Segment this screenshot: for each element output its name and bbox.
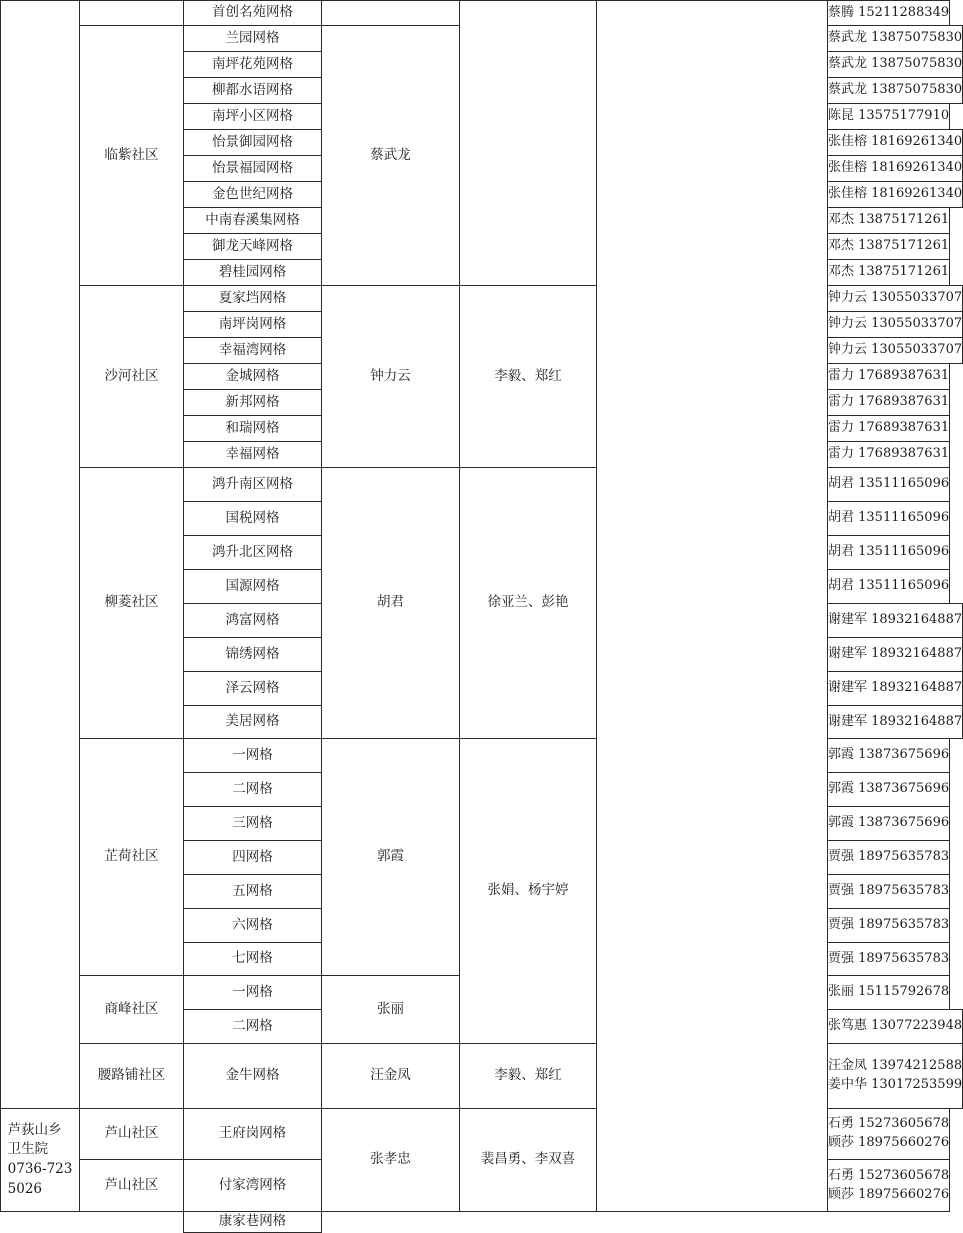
contact-cell-text: 胡君 13511165096 (828, 476, 950, 492)
contact-cell (827, 806, 950, 841)
grid-name-cell-text: 国源网格 (225, 577, 280, 594)
contact-cell-text: 张佳榕 18169261340 (828, 160, 963, 176)
grid-name-cell-text: 鸿富网格 (225, 611, 280, 628)
community-cell-text: 芦山社区 (104, 1125, 159, 1142)
contact-cell (827, 637, 963, 672)
grid-name-cell-text: 御龙天峰网格 (212, 237, 293, 254)
contact-cell-text: 谢建军 18932164887 (828, 612, 963, 628)
contact-cell (827, 1108, 950, 1160)
contact-cell-text: 贾强 18975635783 (828, 950, 950, 966)
grid-name-cell (183, 363, 322, 390)
grid-name-cell-text: 幸福湾网格 (218, 341, 287, 358)
doctor-cell-text: 李毅、郑红 (494, 367, 562, 384)
contact-cell-text: 汪金凤 13974212588 (828, 1058, 963, 1074)
contact-cell-text: 雷力 17689387631 (828, 420, 950, 436)
grid-name-cell (183, 569, 322, 604)
grid-name-cell-text: 新邦网格 (225, 393, 280, 410)
contact-cell (827, 942, 950, 976)
grid-name-cell-text: 一网格 (232, 746, 273, 763)
community-cell-text: 商峰社区 (104, 1000, 159, 1017)
contact-cell (827, 671, 963, 706)
contact-cell (827, 25, 963, 52)
grid-name-cell (183, 1108, 322, 1160)
grid-name-cell (183, 738, 322, 773)
grid-name-cell (183, 311, 322, 338)
community-cell-text: 临紫社区 (104, 146, 159, 163)
grid-name-cell (183, 535, 322, 570)
contact-cell (827, 77, 963, 104)
leader-cell-text: 张丽 (377, 1000, 404, 1017)
leader-cell-empty (321, 0, 460, 26)
grid-name-cell-text: 王府岗网格 (218, 1125, 287, 1142)
grid-name-cell-text: 金色世纪网格 (212, 185, 293, 202)
community-cell-text: 腰路铺社区 (97, 1067, 166, 1084)
contact-cell (827, 415, 950, 442)
contact-cell-text: 石勇 15273605678 (828, 1167, 950, 1183)
contact-cell (827, 772, 950, 807)
contact-cell-text: 姜中华 13017253599 (828, 1077, 963, 1092)
grid-name-cell-text: 怡景御园网格 (212, 133, 293, 150)
contact-cell-text: 胡君 13511165096 (828, 544, 950, 560)
grid-name-cell (183, 1043, 322, 1109)
grid-name-cell (183, 501, 322, 536)
grid-name-cell-text: 南坪岗网格 (218, 315, 287, 332)
grid-name-cell-text: 康家巷网格 (218, 1213, 287, 1229)
contact-cell (827, 840, 950, 875)
contact-cell-text: 蔡腾 15211288349 (828, 4, 950, 20)
contact-cell (827, 467, 950, 502)
contact-cell (827, 1009, 963, 1044)
grid-name-cell-text: 南坪花苑网格 (212, 55, 293, 72)
contact-cell-text: 雷力 17689387631 (828, 446, 950, 462)
community-cell (79, 975, 184, 1044)
grid-name-cell (183, 637, 322, 672)
grid-name-cell (183, 103, 322, 130)
community-cell-text: 柳菱社区 (104, 594, 159, 611)
contact-cell-text: 谢建军 18932164887 (828, 713, 963, 729)
leader-cell (321, 738, 460, 976)
leader-cell (321, 25, 460, 286)
community-cell (79, 1108, 184, 1160)
grid-name-cell (183, 155, 322, 182)
grid-name-cell (183, 25, 322, 52)
grid-name-cell (183, 51, 322, 78)
grid-name-cell-text: 兰园网格 (225, 29, 280, 46)
grid-name-cell (183, 603, 322, 638)
grid-name-cell-text: 五网格 (232, 882, 273, 899)
grid-name-cell-text: 泽云网格 (225, 679, 280, 696)
community-cell (79, 285, 184, 468)
grid-name-cell-text: 锦绣网格 (225, 645, 280, 662)
grid-name-cell (183, 129, 322, 156)
contact-cell (827, 363, 950, 390)
grid-name-cell (183, 441, 322, 468)
contact-cell-text: 贾强 18975635783 (828, 849, 950, 865)
grid-name-cell (183, 671, 322, 706)
grid-name-cell (183, 806, 322, 841)
contact-cell (827, 1159, 950, 1212)
contact-cell-text: 石勇 15273605678 (828, 1116, 950, 1132)
grid-name-cell (183, 181, 322, 208)
community-cell (79, 1043, 184, 1109)
grid-name-cell-text: 付家湾网格 (218, 1176, 287, 1193)
contact-cell-text: 蔡武龙 13875075830 (828, 56, 963, 72)
contact-cell-text: 钟力云 13055033707 (828, 342, 963, 358)
grid-name-cell (183, 285, 322, 312)
community-cell (79, 25, 184, 286)
grid-name-cell (183, 1159, 322, 1212)
contact-cell (827, 738, 950, 773)
contact-cell-text: 张丽 15115792678 (828, 984, 950, 1000)
grid-name-cell (183, 467, 322, 502)
community-cell-empty (79, 0, 184, 26)
contact-cell (827, 51, 963, 78)
grid-name-cell (183, 1211, 322, 1233)
contact-cell-text: 胡君 13511165096 (828, 578, 950, 594)
contact-cell (827, 259, 950, 286)
grid-name-cell (183, 840, 322, 875)
grid-name-cell (183, 1009, 322, 1044)
contact-cell (827, 975, 950, 1010)
hospital-cell-text: 卫生院 (7, 1141, 49, 1158)
grid-name-cell (183, 337, 322, 364)
leader-cell (321, 1108, 460, 1212)
grid-name-cell (183, 415, 322, 442)
leader-cell-text: 钟力云 (370, 367, 411, 384)
contact-cell (827, 233, 950, 260)
contact-cell-text: 邓杰 13875171261 (828, 212, 950, 228)
community-cell-text: 芦山社区 (104, 1176, 159, 1193)
grid-name-cell-text: 三网格 (232, 814, 273, 831)
contact-cell (827, 535, 950, 570)
contact-cell (827, 129, 963, 156)
grid-name-cell (183, 975, 322, 1010)
doctor-cell-text: 徐亚兰、彭艳 (487, 594, 569, 611)
leader-cell-text: 蔡武龙 (370, 146, 411, 163)
contact-cell (827, 337, 963, 364)
doctor-cell-text: 张娟、杨宇婷 (487, 882, 569, 899)
doctor-cell-text: 李毅、郑红 (494, 1067, 562, 1084)
contact-cell (827, 603, 963, 638)
hospital-cell-empty (0, 0, 80, 1109)
contact-cell-text: 顾莎 18975660276 (828, 1135, 950, 1150)
leader-cell-text: 胡君 (377, 594, 404, 611)
grid-name-cell (183, 389, 322, 416)
doctor-cell (459, 285, 597, 468)
contact-cell-text: 郭霞 13873675696 (828, 781, 950, 797)
grid-name-cell (183, 0, 322, 26)
contact-cell-text: 郭霞 13873675696 (828, 815, 950, 831)
contact-cell (827, 705, 963, 739)
grid-name-cell-text: 美居网格 (225, 713, 280, 730)
doctor-cell (459, 1043, 597, 1109)
contact-cell-text: 雷力 17689387631 (828, 368, 950, 384)
contact-cell (827, 311, 963, 338)
contact-cell (827, 103, 950, 130)
leader-cell-text: 汪金凤 (370, 1067, 411, 1084)
spacer-column (596, 0, 828, 1212)
contact-cell-text: 蔡武龙 13875075830 (828, 82, 963, 98)
grid-name-cell (183, 207, 322, 234)
grid-name-cell-text: 七网格 (232, 950, 273, 967)
doctor-cell (459, 1108, 597, 1212)
grid-name-cell (183, 908, 322, 943)
grid-name-cell-text: 和瑞网格 (225, 419, 280, 436)
contact-cell (827, 908, 950, 943)
grid-name-cell (183, 942, 322, 976)
doctor-cell (459, 738, 597, 1044)
community-cell (79, 1159, 184, 1212)
contact-cell (827, 285, 963, 312)
contact-cell (827, 501, 950, 536)
contact-cell-text: 邓杰 13875171261 (828, 264, 950, 280)
contact-cell-text: 张笃惠 13077223948 (828, 1018, 963, 1034)
grid-name-cell-text: 柳都水语网格 (212, 81, 293, 98)
grid-name-cell-text: 六网格 (232, 916, 273, 933)
grid-name-cell (183, 874, 322, 909)
doctor-cell-text: 裴昌勇、李双喜 (480, 1151, 576, 1168)
community-cell-text: 芷荷社区 (104, 848, 159, 865)
grid-name-cell-text: 中南春溪集网格 (205, 211, 300, 228)
grid-name-cell-text: 碧桂园网格 (218, 263, 287, 280)
community-cell-text: 沙河社区 (104, 367, 159, 384)
grid-name-cell-text: 幸福网格 (225, 445, 280, 462)
grid-name-cell-text: 一网格 (232, 983, 273, 1000)
doctor-cell-empty (459, 0, 597, 286)
contact-cell-text: 邓杰 13875171261 (828, 238, 950, 254)
contact-cell-text: 谢建军 18932164887 (828, 646, 963, 662)
leader-cell-text: 张孝忠 (370, 1151, 411, 1168)
contact-cell-text: 张佳榕 18169261340 (828, 134, 963, 150)
grid-name-cell-text: 鸿升南区网格 (212, 475, 293, 492)
contact-cell-text: 顾莎 18975660276 (828, 1186, 950, 1202)
contact-cell-text: 郭霞 13873675696 (828, 747, 950, 763)
contact-cell-text: 钟力云 13055033707 (828, 316, 963, 332)
grid-name-cell (183, 705, 322, 739)
community-cell (79, 738, 184, 976)
contact-cell (827, 569, 950, 604)
contact-cell (827, 874, 950, 909)
grid-name-cell-text: 四网格 (232, 848, 273, 865)
contact-cell-text: 钟力云 13055033707 (828, 290, 963, 306)
contact-cell (827, 1043, 963, 1109)
contact-cell-text: 胡君 13511165096 (828, 510, 950, 526)
grid-name-cell-text: 二网格 (232, 1017, 273, 1034)
contact-cell-text: 张佳榕 18169261340 (828, 186, 963, 202)
contact-cell-text: 陈昆 13575177910 (828, 108, 950, 124)
grid-name-cell-text: 金牛网格 (225, 1067, 280, 1084)
contact-cell (827, 181, 963, 208)
hospital-cell-text: 芦荻山乡 (7, 1121, 62, 1138)
grid-name-cell-text: 金城网格 (225, 367, 280, 384)
grid-name-cell-text: 夏家垱网格 (218, 289, 287, 306)
contact-cell (827, 155, 963, 182)
contact-cell (827, 389, 950, 416)
contact-cell-text: 谢建军 18932164887 (828, 680, 963, 696)
contact-cell-text: 雷力 17689387631 (828, 394, 950, 410)
grid-name-cell-text: 南坪小区网格 (212, 107, 293, 124)
leader-cell (321, 285, 460, 468)
grid-name-cell (183, 233, 322, 260)
grid-name-cell-text: 国税网格 (225, 509, 280, 526)
contact-cell-text: 贾强 18975635783 (828, 883, 950, 899)
leader-cell (321, 1043, 460, 1109)
leader-cell-text: 郭霞 (377, 848, 404, 865)
grid-name-cell (183, 772, 322, 807)
hospital-cell-text: 5026 (7, 1180, 43, 1197)
grid-name-cell-text: 二网格 (232, 780, 273, 797)
grid-name-cell-text: 首创名苑网格 (212, 4, 293, 21)
contact-cell (827, 441, 950, 468)
contact-cell-text: 贾强 18975635783 (828, 917, 950, 933)
doctor-cell (459, 467, 597, 739)
grid-name-cell (183, 77, 322, 104)
community-cell (79, 467, 184, 739)
hospital-cell (0, 1108, 80, 1212)
contact-cell (827, 0, 950, 26)
grid-name-cell-text: 鸿升北区网格 (212, 543, 293, 560)
leader-cell (321, 975, 460, 1044)
leader-cell (321, 467, 460, 739)
hospital-cell-text: 0736-723 (7, 1161, 73, 1177)
contact-cell (827, 207, 950, 234)
grid-name-cell-text: 怡景福园网格 (212, 159, 293, 176)
grid-name-cell (183, 259, 322, 286)
contact-cell-text: 蔡武龙 13875075830 (828, 30, 963, 46)
